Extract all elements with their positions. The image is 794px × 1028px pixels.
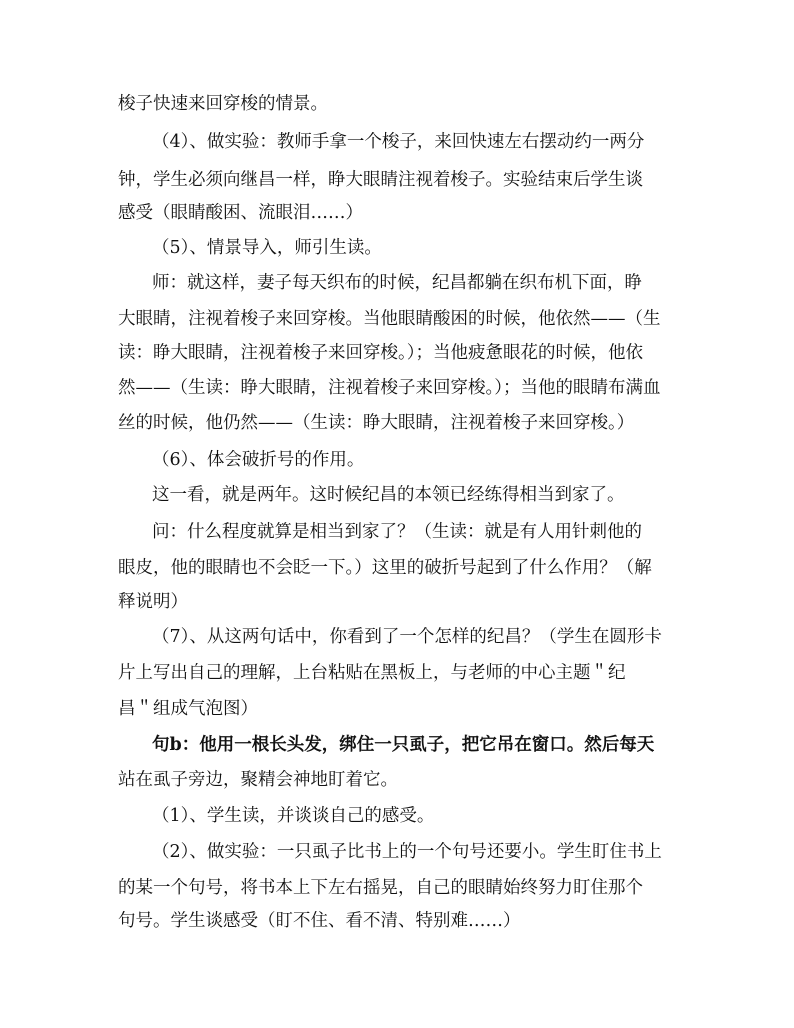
text-line: （1）、学生读，并谈谈自己的感受。	[152, 806, 435, 826]
text-line: （2）、做实验：一只虱子比书上的一个句号还要小。学生盯住书上	[152, 842, 662, 862]
text-line: 句b：他用一根长头发，绑住一只虱子，把它吊在窗口。然后每天	[152, 735, 655, 755]
text-line: 梭子快速来回穿梭的情景。	[118, 94, 328, 114]
text-line: 大眼睛，注视着梭子来回穿梭。当他眼睛酸困的时候，他依然——（生	[118, 309, 661, 329]
text-line: 感受（眼睛酸困、流眼泪……）	[118, 203, 363, 223]
text-line: 这一看，就是两年。这时候纪昌的本领已经练得相当到家了。	[152, 485, 625, 505]
text-line: （4）、做实验：教师手拿一个梭子，来回快速左右摆动约一两分	[152, 132, 645, 152]
text-line: （5）、情景导入，师引生读。	[152, 238, 382, 258]
text-line: 师：就这样，妻子每天织布的时候，纪昌都躺在织布机下面，睁	[152, 273, 642, 293]
text-line: （6）、体会破折号的作用。	[152, 450, 365, 470]
text-line: 片上写出自己的理解，上台粘贴在黑板上，与老师的中心主题＂纪	[118, 663, 626, 683]
text-line: 昌＂组成气泡图）	[118, 699, 258, 719]
text-line: 钟，学生必须向继昌一样，睁大眼睛注视着梭子。实验结束后学生谈	[118, 170, 643, 190]
text-line: 问：什么程度就算是相当到家了？（生读：就是有人用针刺他的	[152, 522, 642, 542]
text-line: 的某一个句号，将书本上下左右摇晃，自己的眼睛始终努力盯住那个	[118, 878, 643, 898]
text-line: （7）、从这两句话中，你看到了一个怎样的纪昌？（学生在圆形卡	[152, 627, 662, 647]
text-line: 眼皮，他的眼睛也不会眨一下。）这里的破折号起到了什么作用？（解	[118, 558, 652, 578]
text-line: 站在虱子旁边，聚精会神地盯着它。	[118, 770, 398, 790]
text-line: 丝的时候，他仍然——（生读：睁大眼睛，注视着梭子来回穿梭。）	[118, 413, 635, 433]
text-line: 句号。学生谈感受（盯不住、看不清、特别难……）	[118, 911, 521, 931]
text-line: 然——（生读：睁大眼睛，注视着梭子来回穿梭。）；当他的眼睛布满血	[118, 378, 661, 398]
text-line: 读：睁大眼睛，注视着梭子来回穿梭。）；当他疲惫眼花的时候，他依	[118, 343, 643, 363]
text-line: 释说明）	[118, 592, 188, 612]
